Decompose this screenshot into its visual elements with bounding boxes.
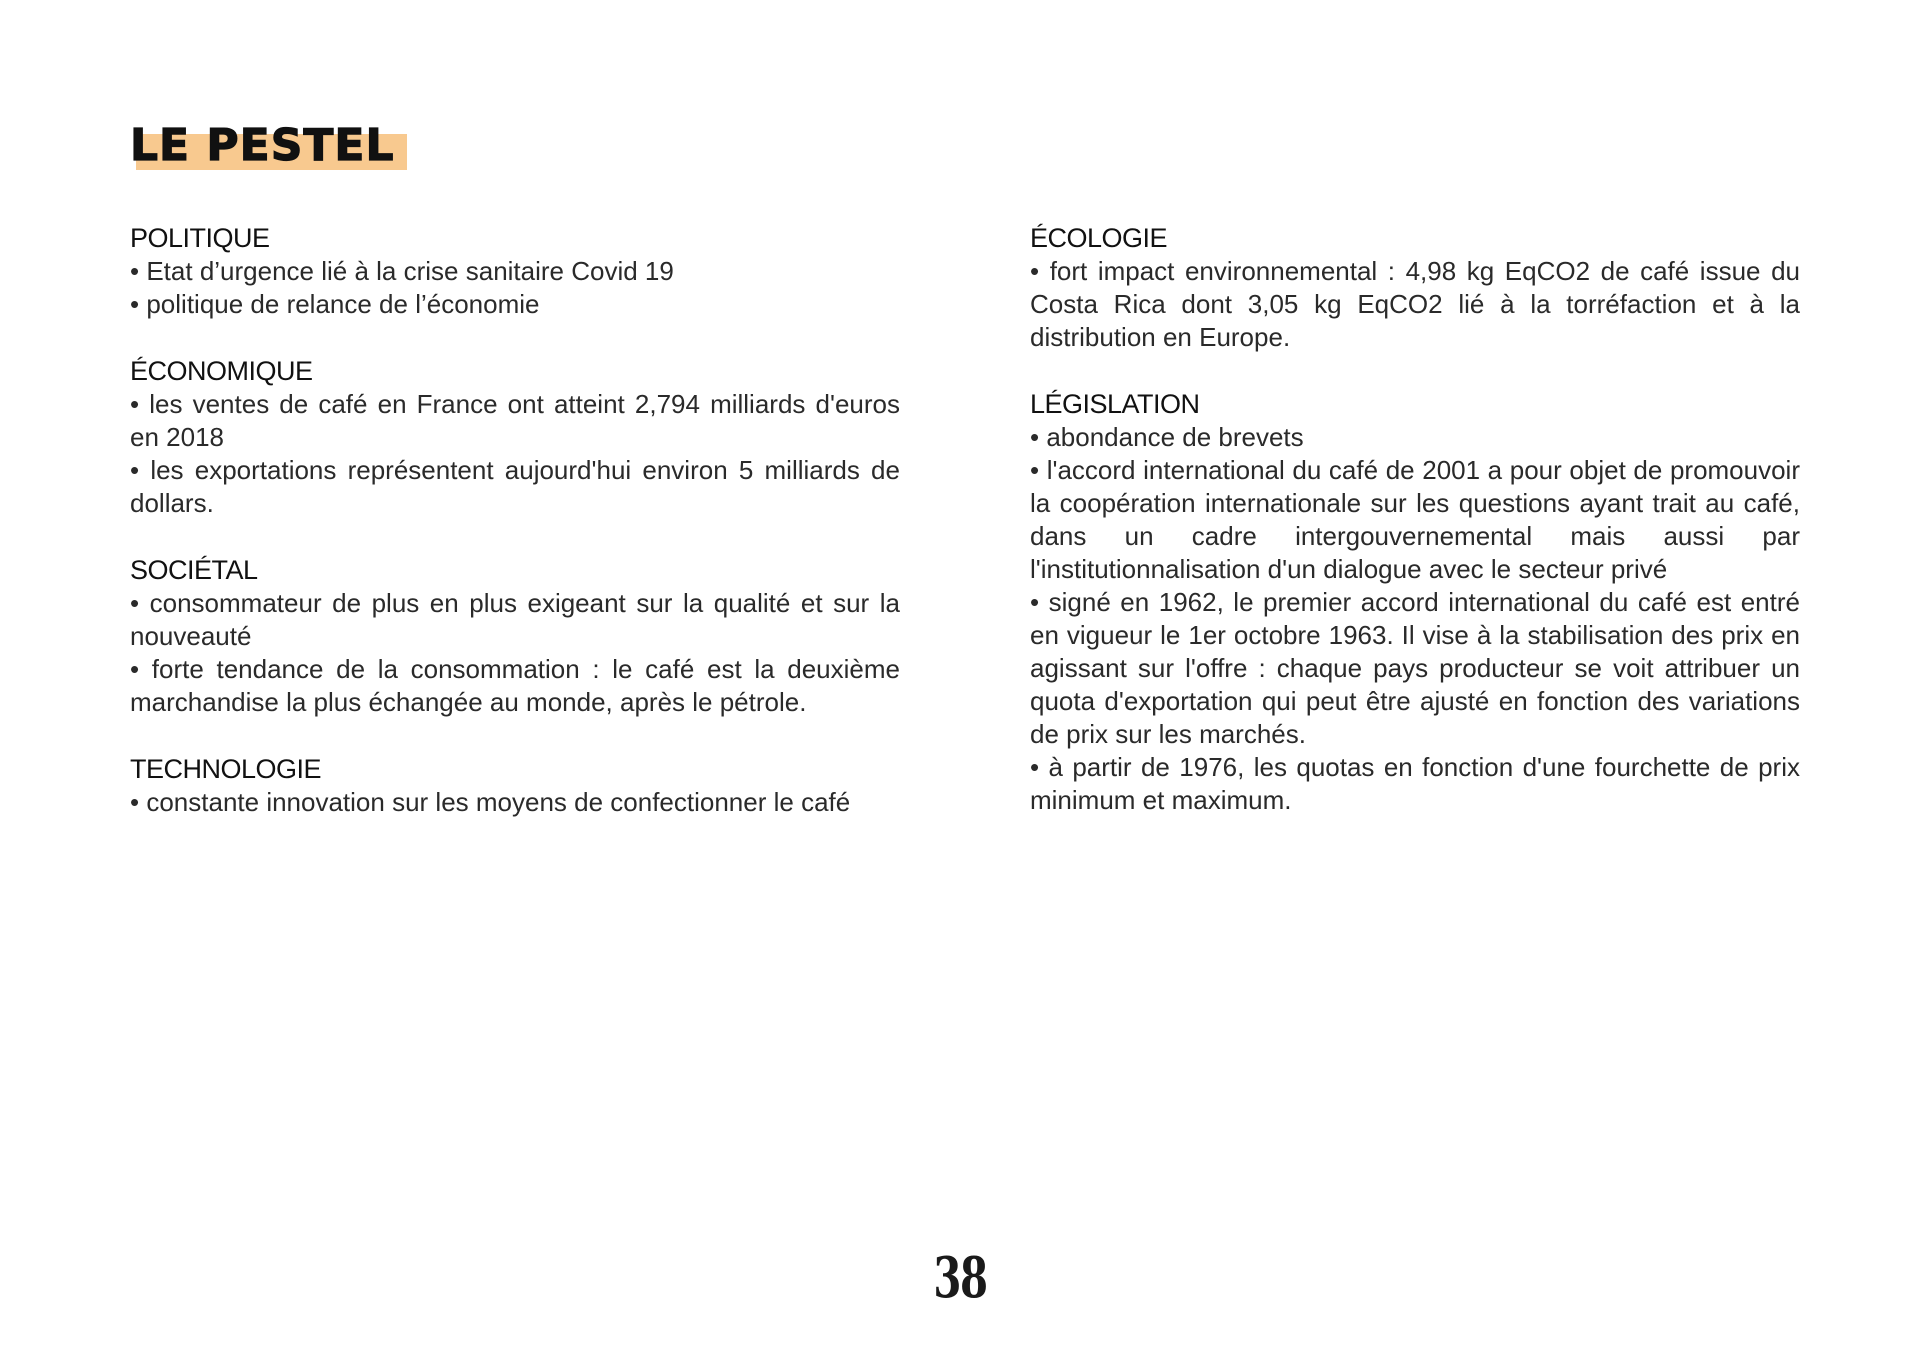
- bullet-icon: •: [1030, 752, 1040, 782]
- section-heading: ÉCOLOGIE: [1030, 223, 1168, 253]
- section-legislation: [1030, 388, 1800, 817]
- item-text: à partir de 1976, les quotas en fonction d'une fourchette de prix minimum et maximum.: [1030, 752, 1800, 815]
- list-item: [130, 255, 900, 288]
- list-item: [130, 653, 900, 719]
- list-item: [130, 454, 900, 520]
- bullet-icon: •: [1030, 422, 1040, 452]
- item-text: forte tendance de la consommation : le café est la deuxième marchandise la plus échangée au monde, après le pétrole.: [130, 654, 900, 717]
- item-text: abondance de brevets: [1046, 422, 1304, 452]
- item-text: les exportations représentent aujourd'hui environ 5 milliards de dollars.: [130, 455, 900, 518]
- title-block: [130, 120, 395, 172]
- bullet-icon: •: [130, 289, 140, 319]
- list-item: [1030, 586, 1800, 751]
- bullet-icon: •: [1030, 455, 1040, 485]
- section-heading: SOCIÉTAL: [130, 555, 258, 585]
- section-ecologie: [1030, 222, 1800, 354]
- list-item: [1030, 421, 1800, 454]
- section-heading: ÉCONOMIQUE: [130, 356, 313, 386]
- list-item: [1030, 454, 1800, 586]
- bullet-icon: •: [130, 256, 140, 286]
- list-item: [130, 587, 900, 653]
- section-politique: [130, 222, 900, 321]
- list-item: [130, 786, 900, 819]
- item-text: Etat d’urgence lié à la crise sanitaire Covid 19: [146, 256, 674, 286]
- item-text: politique de relance de l’économie: [146, 289, 540, 319]
- bullet-icon: •: [130, 588, 140, 618]
- page-title: LE PESTEL: [130, 120, 395, 171]
- item-text: fort impact environnemental : 4,98 kg EqCO2 de café issue du Costa Rica dont 3,05 kg EqCO2 lié à la torréfaction et à la distribution en Europe.: [1030, 256, 1800, 352]
- bullet-icon: •: [130, 787, 140, 817]
- item-text: les ventes de café en France ont atteint 2,794 milliards d'euros en 2018: [130, 389, 900, 452]
- item-text: consommateur de plus en plus exigeant sur la qualité et sur la nouveauté: [130, 588, 900, 651]
- left-column: [130, 222, 900, 853]
- page-number: 38: [933, 1245, 987, 1311]
- list-item: [1030, 255, 1800, 354]
- item-text: l'accord international du café de 2001 a pour objet de promouvoir la coopération internationale sur les questions ayant trait au café, dans un cadre intergouvernemental mais aussi par l'institutionnalisation d'un dialogue avec le secteur privé: [1030, 455, 1800, 584]
- list-item: [130, 288, 900, 321]
- bullet-icon: •: [1030, 256, 1040, 286]
- list-item: [130, 388, 900, 454]
- item-text: constante innovation sur les moyens de confectionner le café: [146, 787, 851, 817]
- item-text: signé en 1962, le premier accord international du café est entré en vigueur le 1er octobre 1963. Il vise à la stabilisation des prix en agissant sur l'offre : chaque pays producteur se voit attribuer un quota d'exportation qui peut être ajusté en fonction des variations de prix sur les marchés.: [1030, 587, 1800, 749]
- bullet-icon: •: [1030, 587, 1040, 617]
- right-column: [1030, 222, 1800, 851]
- bullet-icon: •: [130, 455, 140, 485]
- section-economique: [130, 355, 900, 520]
- section-societal: [130, 554, 900, 719]
- bullet-icon: •: [130, 654, 140, 684]
- section-heading: POLITIQUE: [130, 223, 270, 253]
- section-technologie: [130, 753, 900, 819]
- section-heading: LÉGISLATION: [1030, 389, 1200, 419]
- bullet-icon: •: [130, 389, 140, 419]
- section-heading: TECHNOLOGIE: [130, 754, 322, 784]
- list-item: [1030, 751, 1800, 817]
